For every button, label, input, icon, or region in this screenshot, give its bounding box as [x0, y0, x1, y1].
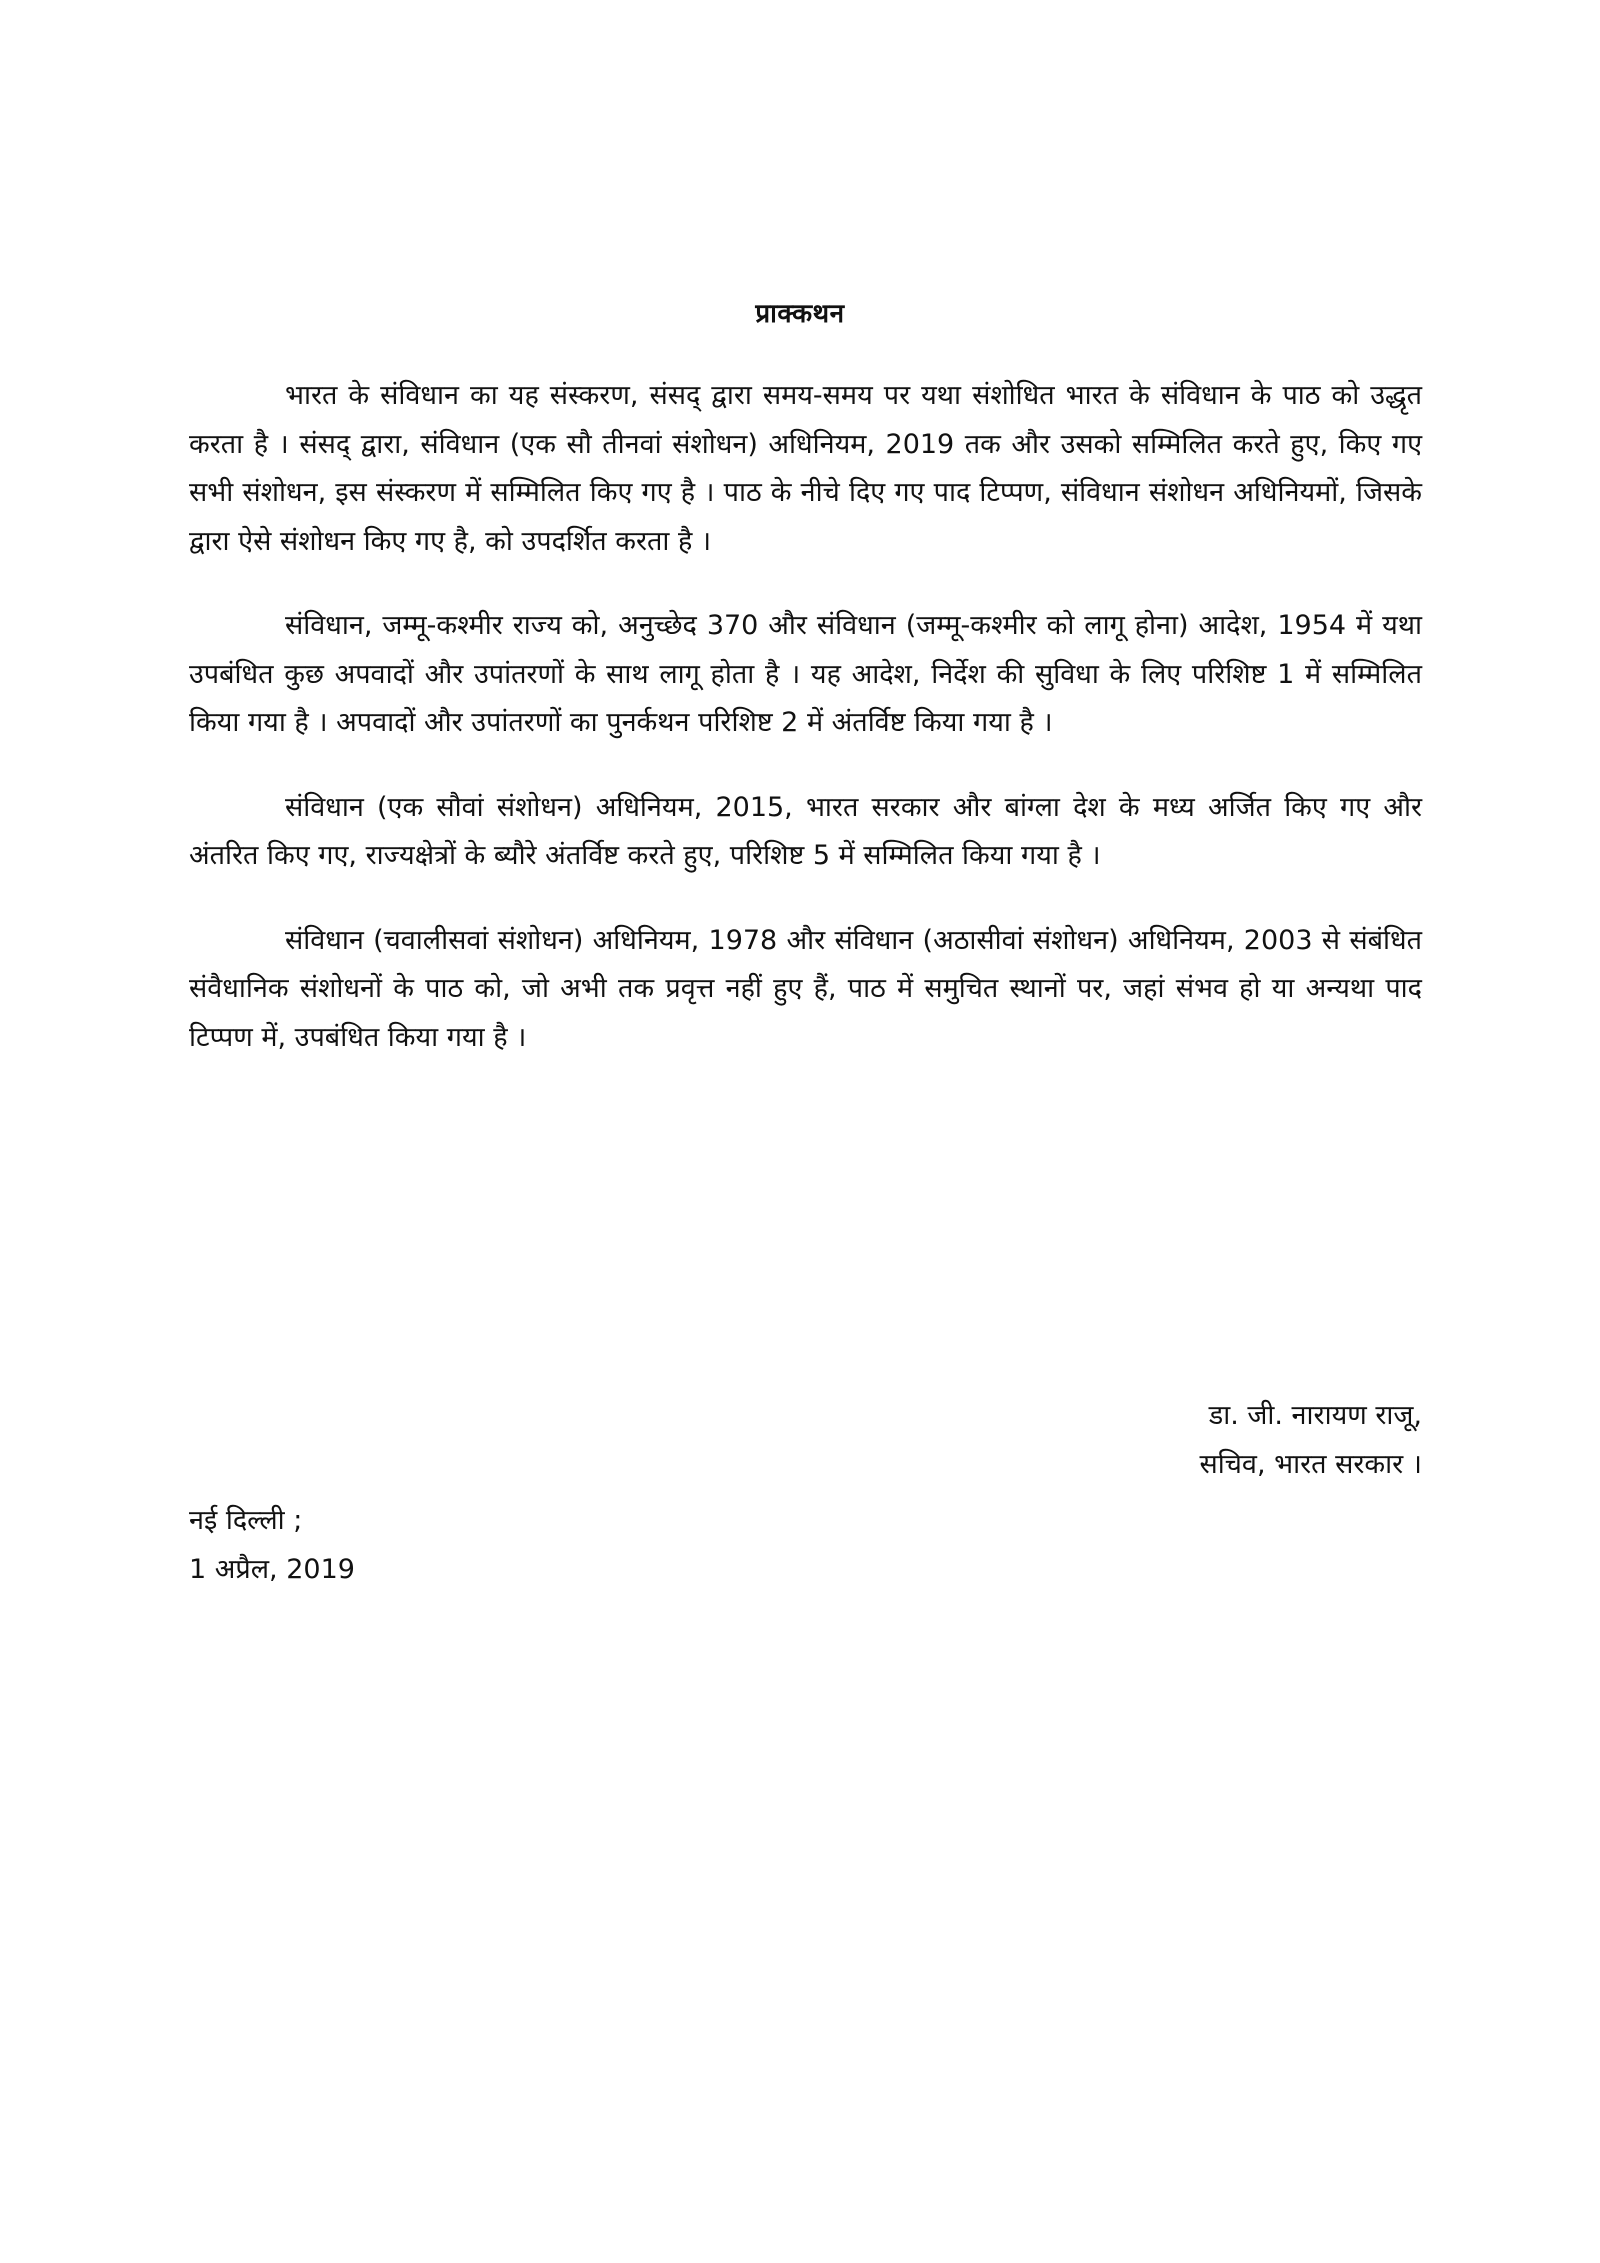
signatory-designation: सचिव, भारत सरकार । — [1199, 1448, 1422, 1480]
place-date-block — [189, 1497, 355, 1594]
page-title: प्राक्कथन — [755, 299, 845, 329]
paragraph-4: संविधान (चवालीसवां संशोधन) अधिनियम, 1978 और संविधान (अठासीवां संशोधन) अधिनियम, 2003 से संबंधित संवैधानिक संशोधनों के पाठ को, जो अभी तक प्रवृत्त नहीं हुए हैं, पाठ में समुचित स्थानों पर, जहां संभव हो या अन्यथा पाद टिप्पण में, उपबंधित किया गया है । — [189, 924, 1422, 1053]
paragraph-2: संविधान, जम्मू-कश्मीर राज्य को, अनुच्छेद 370 और संविधान (जम्मू-कश्मीर को लागू होना) आदेश, 1954 में यथा उपबंधित कुछ अपवादों और उपांतरणों के साथ लागू होता है । यह आदेश, निर्देश की सुविधा के लिए परिशिष्ट 1 में सम्मिलित किया गया है । अपवादों और उपांतरणों का पुनर्कथन परिशिष्ट 2 में अंतर्विष्ट किया गया है । — [189, 610, 1422, 738]
place: नई दिल्ली ; — [189, 1505, 303, 1536]
signature-block — [1200, 1392, 1422, 1489]
paragraph-1: भारत के संविधान का यह संस्करण, संसद् द्वारा समय-समय पर यथा संशोधित भारत के संविधान के पाठ को उद्धृत करता है । संसद् द्वारा, संविधान (एक सौ तीनवां संशोधन) अधिनियम, 2019 तक और उसको सम्मिलित करते हुए, किए गए सभी संशोधन, इस संस्करण में सम्मिलित किए गए है । पाठ के नीचे दिए गए पाद टिप्पण, संविधान संशोधन अधिनियमों, जिसके द्वारा ऐसे संशोधन किए गए है, को उपदर्शित करता है । — [189, 380, 1423, 557]
date: 1 अप्रैल, 2019 — [189, 1553, 355, 1585]
signatory-name: डा. जी. नारायण राजू, — [1208, 1400, 1422, 1431]
document-body — [189, 372, 1422, 1098]
paragraph-3: संविधान (एक सौवां संशोधन) अधिनियम, 2015, भारत सरकार और बांग्ला देश के मध्य अर्जित किए गए और अंतरित किए गए, राज्यक्षेत्रों के ब्यौरे अंतर्विष्ट करते हुए, परिशिष्ट 5 में सम्मिलित किया गया है । — [189, 791, 1422, 871]
